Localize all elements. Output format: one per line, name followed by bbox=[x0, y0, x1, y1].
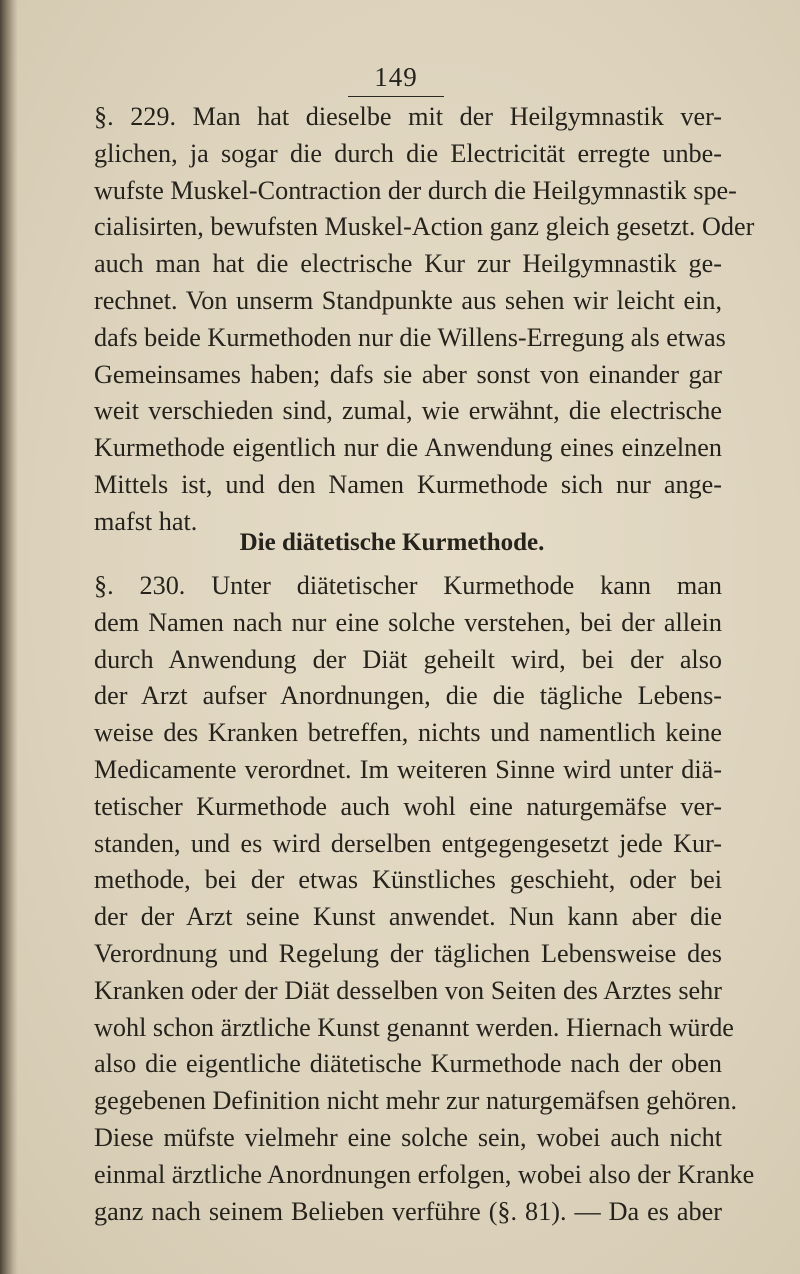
text-line: wufste Muskel-Contraction der durch die Heilgymnastik spe- bbox=[94, 175, 737, 205]
section-heading bbox=[0, 529, 800, 557]
text-line: Medicamente verordnet. Im weiteren Sinne wird unter diä- bbox=[94, 754, 722, 784]
text-line: Kranken oder der Diät desselben von Seiten des Arztes sehr bbox=[94, 975, 722, 1005]
text-line: Gemeinsames haben; dafs sie aber sonst von einander gar bbox=[94, 359, 722, 389]
text-line: weise des Kranken betreffen, nichts und namentlich keine bbox=[94, 718, 722, 748]
text-line: der der Arzt seine Kunst anwendet. Nun kann aber die bbox=[94, 902, 722, 932]
page-number: 149 bbox=[348, 62, 444, 97]
text-line: rechnet. Von unserm Standpunkte aus sehen wir leicht ein, bbox=[94, 285, 722, 315]
text-line: dafs beide Kurmethoden nur die Willens-Erregung als etwas bbox=[94, 322, 726, 352]
section-heading-text: Die diätetische Kurmethode. bbox=[239, 529, 545, 556]
paragraph-section-230 bbox=[94, 568, 755, 1230]
text-line: §. 229. Man hat dieselbe mit der Heilgymnastik ver- bbox=[94, 102, 722, 131]
text-line: weit verschieden sind, zumal, wie erwähnt, die electrische bbox=[94, 396, 722, 426]
text-line: Kurmethode eigentlich nur die Anwendung eines einzelnen bbox=[94, 433, 722, 463]
page-binding-edge bbox=[0, 0, 18, 1274]
paragraph-section-229 bbox=[94, 99, 755, 541]
text-line: Diese müfste vielmehr eine solche sein, wobei auch nicht bbox=[94, 1122, 722, 1152]
text-line: durch Anwendung der Diät geheilt wird, bei der also bbox=[94, 644, 722, 674]
text-line: standen, und es wird derselben entgegengesetzt jede Kur- bbox=[94, 828, 722, 858]
text-line: methode, bei der etwas Künstliches geschieht, oder bei bbox=[94, 865, 722, 895]
text-line: tetischer Kurmethode auch wohl eine naturgemäfse ver- bbox=[94, 791, 722, 821]
text-line: gegebenen Definition nicht mehr zur naturgemäfsen gehören. bbox=[94, 1086, 738, 1116]
text-line: auch man hat die electrische Kur zur Heilgymnastik ge- bbox=[94, 249, 722, 279]
text-line: wohl schon ärztliche Kunst genannt werden. Hiernach würde bbox=[94, 1012, 734, 1042]
text-line: dem Namen nach nur eine solche verstehen, bei der allein bbox=[94, 607, 722, 637]
text-line: ganz nach seinem Belieben verführe (§. 81). — Da es aber bbox=[94, 1196, 722, 1226]
text-line: der Arzt aufser Anordnungen, die die tägliche Lebens- bbox=[94, 681, 722, 711]
text-line: Verordnung und Regelung der täglichen Lebensweise des bbox=[94, 938, 722, 968]
text-line: glichen, ja sogar die durch die Electricität erregte unbe- bbox=[94, 138, 722, 168]
text-line: mafst hat. bbox=[94, 506, 198, 536]
text-line: cialisirten, bewufsten Muskel-Action ganz gleich gesetzt. Oder bbox=[94, 212, 755, 242]
text-line: Mittels ist, und den Namen Kurmethode sich nur ange- bbox=[94, 469, 722, 499]
text-line: einmal ärztliche Anordnungen erfolgen, wobei also der Kranke bbox=[94, 1159, 755, 1189]
text-line: §. 230. Unter diätetischer Kurmethode kann man bbox=[94, 571, 722, 600]
text-line: also die eigentliche diätetische Kurmethode nach der oben bbox=[94, 1049, 722, 1079]
